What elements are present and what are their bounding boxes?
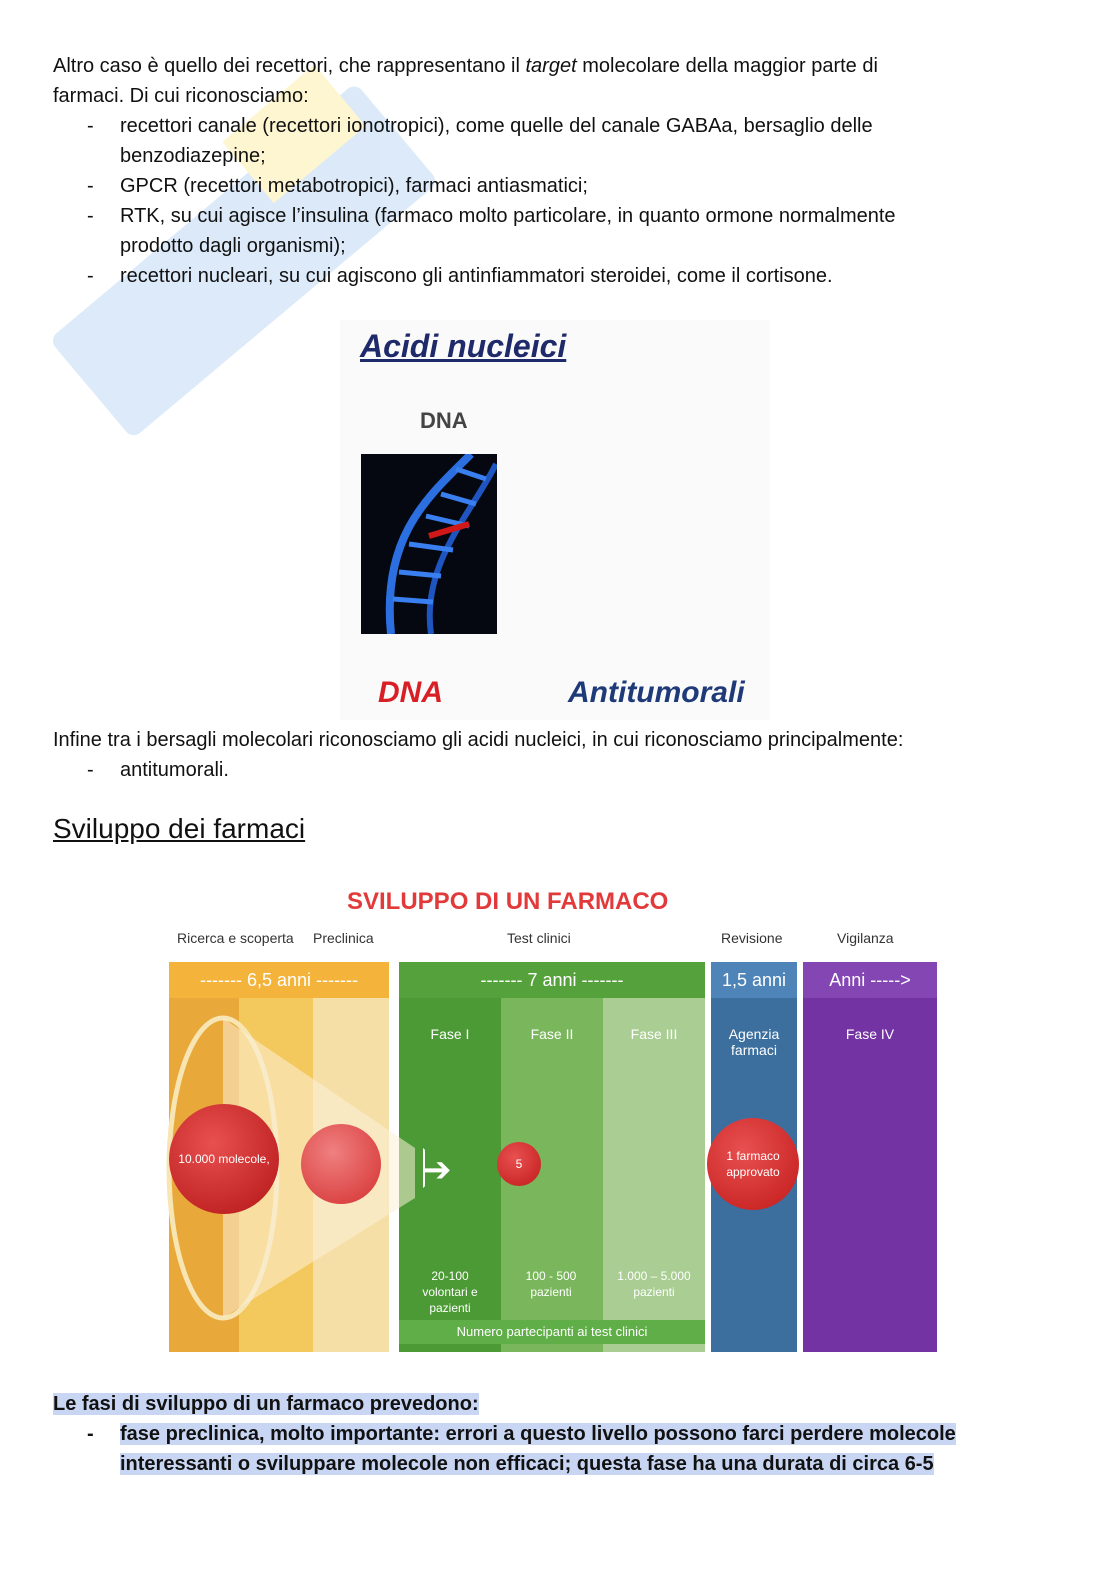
dna-caption: DNA bbox=[378, 676, 443, 709]
approved-ball: 1 farmaco approvato bbox=[707, 1118, 799, 1210]
section-heading: Sviluppo dei farmaci bbox=[53, 813, 306, 844]
list-bullet: - bbox=[87, 1423, 94, 1445]
phase-2-label: Fase II bbox=[530, 1026, 574, 1042]
participants-label: Numero partecipanti ai test clinici bbox=[399, 1320, 705, 1344]
list-bullet: - bbox=[87, 175, 94, 197]
preclinical-ball-icon bbox=[301, 1124, 381, 1204]
list-item-text: recettori canale (recettori ionotropici), come quelle del canale GABAa, bersaglio delle bbox=[120, 115, 873, 137]
list-item-receptor-4: recettori nucleari, su cui agiscono gli antinfiammatori steroidei, come il cortisone. bbox=[120, 265, 833, 287]
phases-intro bbox=[53, 1389, 479, 1419]
figure-title: Acidi nucleici bbox=[360, 328, 567, 364]
phase-3-label: Fase III bbox=[630, 1026, 678, 1042]
list-item-receptor-2: GPCR (recettori metabotropici), farmaci antiasmatici; bbox=[120, 175, 588, 197]
list-item-text: prodotto dagli organismi); bbox=[120, 235, 346, 257]
phase-4-label: Fase IV bbox=[845, 1026, 895, 1042]
molecules-ball: 10.000 molecole, bbox=[169, 1104, 279, 1214]
participants-phase-3: 1.000 – 5.000 pazienti bbox=[617, 1269, 691, 1299]
figure-nucleic-acids bbox=[340, 320, 770, 720]
intro-text: molecolare della maggior parte di bbox=[576, 55, 878, 77]
figure-drug-development bbox=[165, 880, 945, 1360]
stage-header-preclinical: Preclinica bbox=[313, 930, 374, 946]
list-item-receptor-1 bbox=[120, 111, 1040, 171]
participants-phase-1: 20-100 volontari e pazienti bbox=[422, 1269, 478, 1315]
intro-paragraph-line-2: farmaci. Di cui riconosciamo: bbox=[53, 85, 309, 107]
highlighted-text: interessanti o sviluppare molecole non efficaci; questa fase ha una durata di circa 6-5 bbox=[120, 1453, 934, 1475]
five-ball: 5 bbox=[497, 1142, 541, 1186]
duration-band-years: Anni -----> bbox=[803, 962, 937, 998]
list-bullet: - bbox=[87, 759, 94, 781]
list-bullet: - bbox=[87, 265, 94, 287]
list-item-text: benzodiazepine; bbox=[120, 145, 266, 167]
list-bullet: - bbox=[87, 115, 94, 137]
intro-text: Altro caso è quello dei recettori, che rappresentano il bbox=[53, 55, 526, 77]
figure-title: SVILUPPO DI UN FARMACO bbox=[347, 888, 669, 915]
participants-phase-2: 100 - 500 pazienti bbox=[525, 1269, 577, 1299]
stage-header-clinical: Test clinici bbox=[507, 930, 571, 946]
dna-helix-image bbox=[361, 454, 497, 634]
highlighted-text: fase preclinica, molto importante: errori a questo livello possono farci perdere molecole bbox=[120, 1423, 956, 1445]
intro-emphasis: target bbox=[525, 55, 577, 77]
stage-header-vigilance: Vigilanza bbox=[837, 930, 894, 946]
phase-1-label: Fase I bbox=[430, 1026, 470, 1042]
nucleic-paragraph: Infine tra i bersagli molecolari riconosciamo gli acidi nucleici, in cui riconosciamo principalmente: bbox=[53, 729, 904, 751]
duration-band-6-5: ------- 6,5 anni ------- bbox=[169, 962, 389, 998]
list-item-preclinical bbox=[120, 1419, 1070, 1479]
stage-header-research: Ricerca e scoperta bbox=[177, 930, 294, 946]
agency-label: Agenzia farmaci bbox=[728, 1026, 780, 1058]
intro-paragraph-line-1 bbox=[53, 51, 878, 81]
antitumor-caption: Antitumorali bbox=[568, 676, 745, 709]
dna-label: DNA bbox=[420, 408, 468, 433]
highlighted-text: Le fasi di sviluppo di un farmaco prevedono: bbox=[53, 1393, 479, 1415]
duration-band-7: ------- 7 anni ------- bbox=[399, 962, 705, 998]
duration-band-1-5: 1,5 anni bbox=[711, 962, 797, 998]
list-item-receptor-3 bbox=[120, 201, 1040, 261]
list-item-text: RTK, su cui agisce l’insulina (farmaco molto particolare, in quanto ormone normalmente bbox=[120, 205, 896, 227]
column-vigilance bbox=[803, 962, 937, 1352]
arrow-right-icon: ➔ bbox=[423, 1151, 452, 1189]
list-bullet: - bbox=[87, 205, 94, 227]
dna-helix-icon bbox=[361, 454, 497, 634]
list-item-antitumor: antitumorali. bbox=[120, 759, 229, 781]
stage-header-review: Revisione bbox=[721, 930, 783, 946]
